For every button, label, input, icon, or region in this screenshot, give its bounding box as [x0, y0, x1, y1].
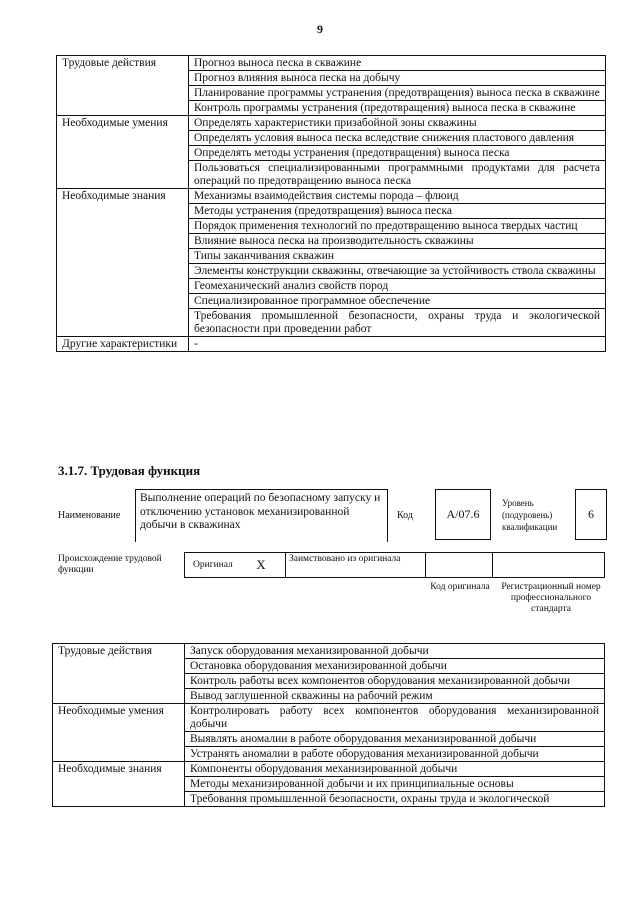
row-item: Типы заканчивания скважин [189, 249, 606, 264]
row-item: Планирование программы устранения (предотвращения) выноса песка в скважине [189, 86, 606, 101]
row-category: Необходимые умения [57, 116, 189, 189]
original-label: Оригинал [193, 560, 233, 570]
table-row [57, 337, 606, 352]
row-item: Порядок применения технологий по предотвращению выноса твердых частиц [189, 219, 606, 234]
row-item: Определять методы устранения (предотвращения) выноса песка [189, 146, 606, 161]
row-category: Необходимые знания [57, 189, 189, 337]
row-item: Требования промышленной безопасности, охраны труда и экологической безопасности при проведении работ [189, 309, 606, 337]
table-row [53, 762, 605, 777]
section-title: 3.1.7. Трудовая функция [58, 463, 201, 478]
row-item: Методы механизированной добычи и их принципиальные основы [185, 777, 605, 792]
row-item: Пользоваться специализированными программными продуктами для расчета операций по предотвращению выноса песка [189, 161, 606, 189]
labor-function-table-1 [56, 55, 606, 352]
row-item: Требования промышленной безопасности, охраны труда и экологической [185, 792, 605, 807]
row-category: Необходимые знания [53, 762, 185, 807]
row-item: Влияние выноса песка на производительность скважины [189, 234, 606, 249]
row-category: Трудовые действия [53, 644, 185, 704]
level-value: 6 [588, 507, 594, 521]
row-category: Трудовые действия [57, 56, 189, 116]
code-label: Код [397, 510, 413, 521]
function-name-value: Выполнение операций по безопасному запуску и отключению установок механизированной добычи в скважинах [140, 492, 381, 531]
row-item: Запуск оборудования механизированной добычи [185, 644, 605, 659]
row-item: Устранять аномалии в работе оборудования механизированной добычи [185, 747, 605, 762]
row-item: Контроль программы устранения (предотвращения) выноса песка в скважине [189, 101, 606, 116]
row-item: Элементы конструкции скважины, отвечающие за устойчивость ствола скважины [189, 264, 606, 279]
function-name-box [135, 489, 388, 542]
row-item: Прогноз выноса песка в скважине [189, 56, 606, 71]
labor-function-table-2 [52, 643, 605, 807]
row-item: Определять условия выноса песка вследствие снижения пластового давления [189, 131, 606, 146]
row-item: Геомеханический анализ свойств пород [189, 279, 606, 294]
page-number: 9 [317, 22, 323, 36]
origin-label: Происхождение трудовой функции [58, 554, 162, 575]
table-row [57, 189, 606, 204]
table-row [57, 56, 606, 71]
level-label: Уровень (подуровень) квалификации [502, 498, 558, 532]
table-row [53, 644, 605, 659]
divider [425, 553, 426, 577]
row-item: Механизмы взаимодействия системы порода – флюид [189, 189, 606, 204]
row-item: Методы устранения (предотвращения) выноса песка [189, 204, 606, 219]
row-item: Вывод заглушенной скважины на рабочий режим [185, 689, 605, 704]
row-item: Специализированное программное обеспечение [189, 294, 606, 309]
row-item: Контролировать работу всех компонентов оборудования механизированной добычи [185, 704, 605, 732]
level-value-box [575, 489, 607, 540]
code-value-box [435, 489, 491, 540]
table-row [57, 116, 606, 131]
row-item: Выявлять аномалии в работе оборудования механизированной добычи [185, 732, 605, 747]
row-item: Прогноз влияния выноса песка на добычу [189, 71, 606, 86]
code-value: A/07.6 [446, 507, 480, 521]
row-category: Необходимые умения [53, 704, 185, 762]
row-item: Определять характеристики призабойной зоны скважины [189, 116, 606, 131]
row-category: Другие характеристики [57, 337, 189, 352]
code-caption: Код оригинала [430, 582, 490, 592]
reg-caption: Регистрационный номер профессионального стандарта [501, 582, 601, 614]
divider [492, 553, 493, 577]
table-row [53, 704, 605, 732]
original-mark: X [256, 557, 266, 572]
row-item: Остановка оборудования механизированной добычи [185, 659, 605, 674]
row-item: Контроль работы всех компонентов оборудования механизированной добычи [185, 674, 605, 689]
row-item: - [189, 337, 606, 352]
name-label: Наименование [58, 510, 121, 521]
divider [285, 553, 286, 577]
borrowed-label: Заимствовано из оригинала [289, 554, 401, 564]
row-item: Компоненты оборудования механизированной добычи [185, 762, 605, 777]
origin-box [184, 552, 605, 578]
